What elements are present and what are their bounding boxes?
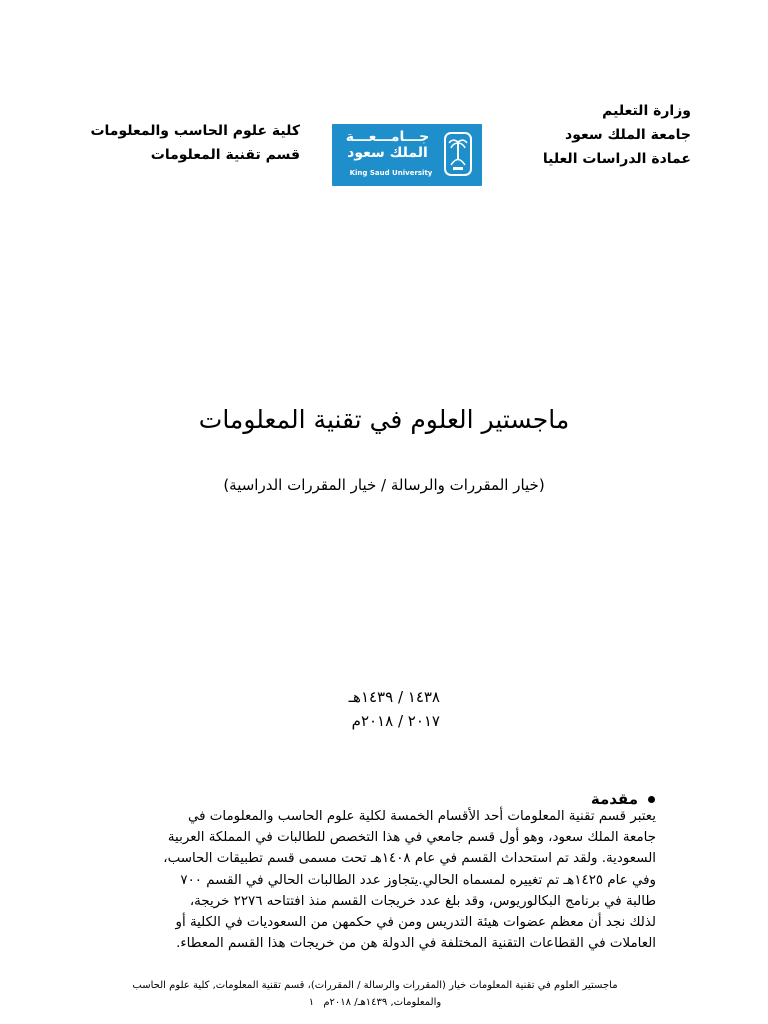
college-name: كلية علوم الحاسب والمعلومات <box>90 123 300 139</box>
department-name: قسم تقنية المعلومات <box>150 147 300 163</box>
page-subtitle: (خيار المقررات والرسالة / خيار المقررات الدراسية) <box>223 476 545 494</box>
academic-year <box>200 685 440 733</box>
gregorian-year: ٢٠١٧ / ٢٠١٨م <box>351 712 440 730</box>
paragraph-line: جامعة الملك سعود، وهو أول قسم جامعي في هذا التخصص للطالبات في المملكة العربية <box>167 830 656 846</box>
ministry-name: وزارة التعليم <box>602 103 691 119</box>
palm-swords-emblem-icon <box>444 132 472 176</box>
paragraph-line: طالبة في برنامج البكالوريوس، وقد بلغ عدد خريجات القسم منذ افتتاحه ٢٢٧٦ خريجة، <box>189 893 656 909</box>
paragraph-line: وفي عام ١٤٢٥هـ تم تغييره لمسماه الحالي.يتجاوز عدد الطالبات الحالي في القسم ٧٠٠ <box>180 872 656 888</box>
paragraph-line: السعودية. ولقد تم استحداث القسم في عام ١٤٠٨هـ تحت مسمى قسم تطبيقات الحاسب، <box>163 851 656 867</box>
deanship-name: عمادة الدراسات العليا <box>542 151 691 167</box>
ministry-header <box>451 99 691 171</box>
logo-arabic-text: جـــامـــعـــة الملك سعود <box>345 129 430 161</box>
bullet-icon <box>648 796 655 803</box>
logo-english-text: King Saud University <box>349 169 433 177</box>
hijri-year: ١٤٣٨ / ١٤٣٩هـ <box>348 688 440 706</box>
footer-line-1: ماجستير العلوم في تقنية المعلومات خيار (المقررات والرسالة / المقررات)، قسم تقنية المعلومات, كلية علوم الحاسب <box>132 980 618 991</box>
page-footer <box>110 977 640 1011</box>
college-header <box>60 119 300 167</box>
paragraph-line: يعتبر قسم تقنية المعلومات أحد الأقسام الخمسة لكلية علوم الحاسب والمعلومات في <box>187 809 656 824</box>
footer-line-2-text: والمعلومات, ١٤٣٩هـ/ ٢٠١٨م <box>323 997 442 1008</box>
footer-line-2 <box>110 994 640 1011</box>
paragraph-line: العاملات في القطاعات التقنية المختلفة في الدولة هن من خريجات هذا القسم المعطاء. <box>176 936 656 952</box>
university-logo <box>332 124 482 186</box>
paragraph-line: لذلك نجد أن معظم عضوات هيئة التدريس ومن في حكمهن من السعوديات في الكلية أو <box>175 915 656 931</box>
page-number: ١ <box>308 997 315 1008</box>
page-title: ماجستير العلوم في تقنية المعلومات <box>198 405 570 434</box>
university-name: جامعة الملك سعود <box>565 127 691 143</box>
intro-paragraph <box>115 806 656 954</box>
intro-heading-label: مقدمة <box>590 790 638 808</box>
